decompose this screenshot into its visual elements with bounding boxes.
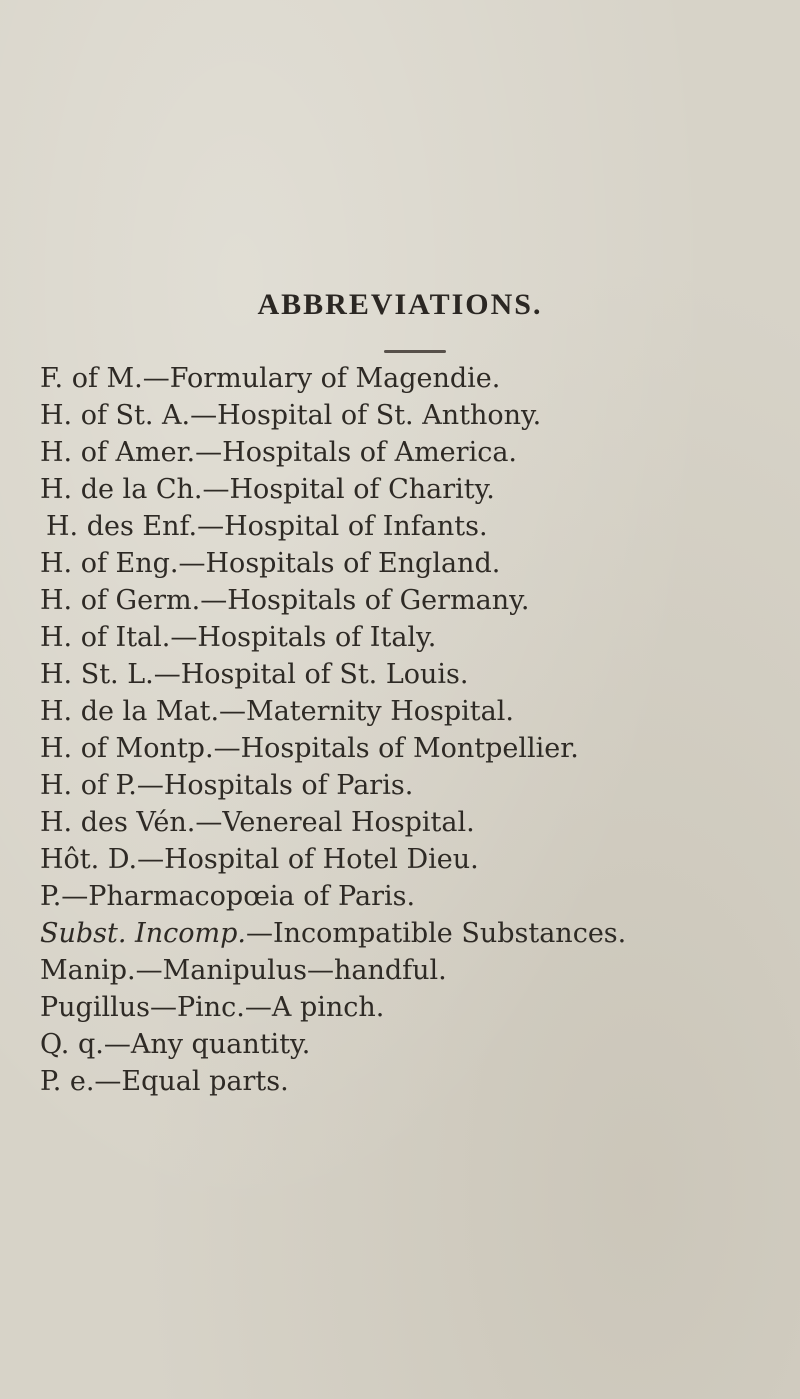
meaning: Hospitals of Montpellier. <box>240 733 579 764</box>
meaning: Maternity Hospital. <box>246 696 514 727</box>
list-item <box>40 1026 780 1063</box>
meaning: Hospitals of Paris. <box>163 770 414 801</box>
meaning: Hospital of St. Louis. <box>180 659 469 690</box>
meaning: Pharmacopœia of Paris. <box>88 881 416 912</box>
list-item <box>40 471 780 508</box>
list-item <box>40 730 780 767</box>
separator: — <box>142 363 170 394</box>
meaning: Venereal Hospital. <box>222 807 475 838</box>
list-item <box>40 619 780 656</box>
abbreviation: H. de la Ch. <box>40 474 203 505</box>
abbreviation: H. St. L. <box>40 659 154 690</box>
abbreviation-list <box>40 360 780 1100</box>
meaning: Any quantity. <box>130 1029 311 1060</box>
separator: — <box>197 511 225 542</box>
list-item <box>40 1063 780 1100</box>
abbreviation: H. of Montp. <box>40 733 214 764</box>
abbreviation: P. e. <box>40 1066 95 1097</box>
list-item <box>40 915 780 952</box>
list-item <box>40 878 780 915</box>
separator: — <box>219 696 247 727</box>
abbreviation: H. of P. <box>40 770 137 801</box>
list-item <box>40 952 780 989</box>
separator: — <box>170 622 198 653</box>
page-title: ABBREVIATIONS. <box>257 288 543 321</box>
list-item <box>40 656 780 693</box>
abbreviation: H. des Enf. <box>46 511 198 542</box>
separator: — <box>245 918 273 949</box>
list-item <box>40 841 780 878</box>
meaning: Hospital of Infants. <box>224 511 488 542</box>
list-item <box>40 360 780 397</box>
abbreviation: H. of St. A. <box>40 400 191 431</box>
separator: — <box>61 881 89 912</box>
list-item <box>40 508 780 545</box>
list-item <box>40 434 780 471</box>
meaning: Hospitals of Italy. <box>197 622 437 653</box>
abbreviation: H. of Eng. <box>40 548 179 579</box>
separator: — <box>103 1029 131 1060</box>
list-item <box>40 804 780 841</box>
list-item <box>40 397 780 434</box>
list-item <box>40 693 780 730</box>
meaning: Manipulus—handful. <box>162 955 447 986</box>
separator: — <box>136 770 164 801</box>
abbreviation: H. of Germ. <box>40 585 201 616</box>
list-item <box>40 767 780 804</box>
meaning: Formulary of Magendie. <box>169 363 501 394</box>
separator: — <box>195 437 223 468</box>
meaning: A pinch. <box>271 992 385 1023</box>
meaning: Hospital of St. Anthony. <box>217 400 542 431</box>
abbreviation: Pugillus—Pinc. <box>40 992 245 1023</box>
meaning: Equal parts. <box>121 1066 289 1097</box>
separator: — <box>94 1066 122 1097</box>
list-item <box>40 582 780 619</box>
separator: — <box>190 400 218 431</box>
abbreviation: Manip. <box>40 955 136 986</box>
separator: — <box>213 733 241 764</box>
list-item <box>40 545 780 582</box>
separator: — <box>195 807 223 838</box>
abbreviation: H. de la Mat. <box>40 696 220 727</box>
abbreviation: H. of Amer. <box>40 437 196 468</box>
abbreviation: F. of M. <box>40 363 143 394</box>
meaning: Hospitals of America. <box>222 437 518 468</box>
separator: — <box>200 585 228 616</box>
list-item <box>40 989 780 1026</box>
meaning: Hospital of Hotel Dieu. <box>164 844 479 875</box>
separator: — <box>244 992 272 1023</box>
meaning: Hospitals of Germany. <box>227 585 530 616</box>
meaning: Hospital of Charity. <box>229 474 495 505</box>
title-rule <box>384 350 446 353</box>
separator: — <box>135 955 163 986</box>
separator: — <box>178 548 206 579</box>
abbreviation: H. des Vén. <box>40 807 196 838</box>
separator: — <box>137 844 165 875</box>
abbreviation: Hôt. D. <box>40 844 138 875</box>
meaning: Incompatible Substances. <box>272 918 627 949</box>
abbreviation: Q. q. <box>40 1029 104 1060</box>
abbreviation: Subst. Incomp. <box>40 918 246 949</box>
separator: — <box>202 474 230 505</box>
separator: — <box>153 659 181 690</box>
meaning: Hospitals of England. <box>205 548 501 579</box>
abbreviation: P. <box>40 881 62 912</box>
abbreviation: H. of Ital. <box>40 622 171 653</box>
